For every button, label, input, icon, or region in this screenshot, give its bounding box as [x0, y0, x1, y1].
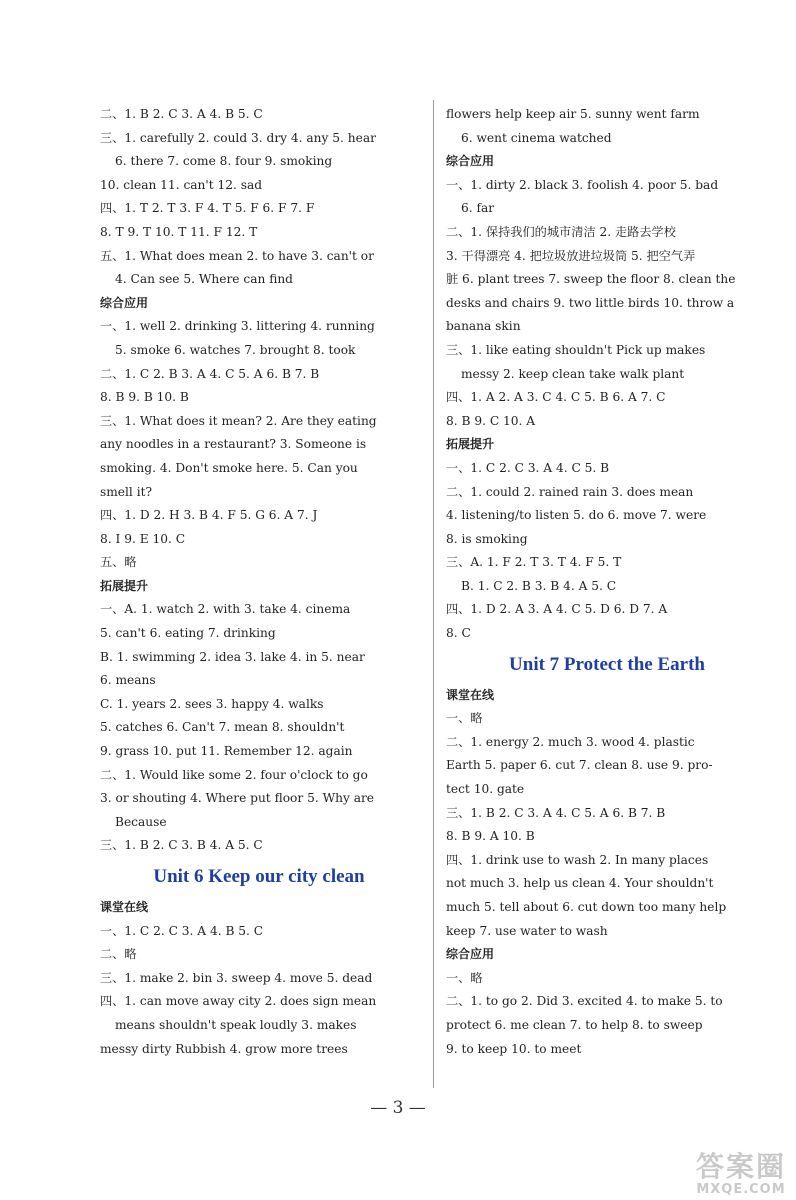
answer-line: 6. went cinema watched — [461, 130, 612, 145]
answer-line: 二、1. energy 2. much 3. wood 4. plastic — [446, 734, 695, 749]
answer-line: 二、1. B 2. C 3. A 4. B 5. C — [100, 107, 263, 121]
answer-line: 三、1. like eating shouldn't Pick up makes — [446, 342, 706, 357]
section-heading: 综合应用 — [446, 154, 495, 169]
answer-line: 一、略 — [446, 711, 483, 726]
unit-title: Unit 7 Protect the Earth — [509, 653, 705, 675]
answer-line: 3. or shouting 4. Where put floor 5. Why are — [100, 791, 375, 806]
answer-line: B. 1. swimming 2. idea 3. lake 4. in 5. near — [100, 649, 365, 664]
answer-line: 一、1. well 2. drinking 3. littering 4. running — [100, 319, 375, 334]
answer-line: much 5. tell about 6. cut down too many help — [446, 900, 727, 914]
section-heading: 综合应用 — [446, 947, 495, 962]
answer-line: 8. T 9. T 10. T 11. F 12. T — [100, 224, 258, 239]
answer-line: 二、略 — [100, 947, 137, 962]
answer-line: 三、A. 1. F 2. T 3. T 4. F 5. T — [446, 555, 622, 570]
answer-line: 8. is smoking — [446, 531, 528, 546]
answer-line: 一、略 — [446, 970, 483, 985]
answer-line: 四、1. can move away city 2. does sign mean — [100, 994, 377, 1009]
page-number: — 3 — — [370, 1098, 426, 1118]
answer-line: 三、1. B 2. C 3. B 4. A 5. C — [100, 838, 263, 853]
answer-line: tect 10. gate — [446, 782, 525, 797]
answer-line: 二、1. C 2. B 3. A 4. C 5. A 6. B 7. B — [100, 366, 320, 381]
answer-line: not much 3. help us clean 4. Your shouldn't — [446, 876, 714, 891]
answer-line: 10. clean 11. can't 12. sad — [100, 177, 263, 192]
column-divider — [433, 100, 434, 1088]
answer-line: any noodles in a restaurant? 3. Someone is — [100, 437, 367, 452]
answer-line: smoking. 4. Don't smoke here. 5. Can you — [100, 460, 358, 475]
answer-line: 6. there 7. come 8. four 9. smoking — [115, 154, 333, 169]
answer-line: 9. grass 10. put 11. Remember 12. again — [100, 744, 353, 759]
answer-line: 五、1. What does mean 2. to have 3. can't or — [100, 248, 374, 263]
answer-line: 5. catches 6. Can't 7. mean 8. shouldn't — [100, 720, 345, 735]
answer-line: 二、1. Would like some 2. four o'clock to go — [100, 767, 368, 782]
section-heading: 课堂在线 — [100, 900, 149, 914]
answer-line: 三、1. B 2. C 3. A 4. C 5. A 6. B 7. B — [446, 805, 666, 820]
answer-line: Earth 5. paper 6. cut 7. clean 8. use 9. pro- — [446, 758, 713, 773]
answer-line: protect 6. me clean 7. to help 8. to sweep — [446, 1017, 703, 1032]
answer-line: banana skin — [446, 319, 521, 334]
answer-line: 五、略 — [100, 555, 137, 570]
watermark-title: 答案圈 — [695, 1150, 786, 1183]
section-heading: 课堂在线 — [446, 687, 495, 702]
answer-line: 一、1. dirty 2. black 3. foolish 4. poor 5. bad — [446, 177, 719, 192]
answer-line: 四、1. drink use to wash 2. In many places — [446, 852, 709, 867]
section-heading: 拓展提升 — [100, 578, 149, 593]
watermark-logo — [695, 1150, 786, 1197]
answer-line: 四、1. D 2. A 3. A 4. C 5. D 6. D 7. A — [446, 602, 668, 617]
answer-line: 6. far — [461, 201, 495, 216]
answer-line: B. 1. C 2. B 3. B 4. A 5. C — [461, 578, 617, 593]
answer-line: means shouldn't speak loudly 3. makes — [115, 1017, 357, 1032]
unit-title: Unit 6 Keep our city clean — [153, 866, 365, 887]
left-column — [100, 103, 418, 1061]
right-column — [446, 103, 768, 1061]
answer-line: 8. B 9. B 10. B — [100, 390, 189, 405]
answer-line: 四、1. A 2. A 3. C 4. C 5. B 6. A 7. C — [446, 390, 666, 405]
answer-line: 一、1. C 2. C 3. A 4. B 5. C — [100, 923, 264, 938]
answer-line: 4. Can see 5. Where can find — [115, 272, 293, 287]
answer-line: 8. I 9. E 10. C — [100, 531, 186, 546]
answer-line: 三、1. carefully 2. could 3. dry 4. any 5. hear — [100, 130, 376, 145]
answer-line: 3. 干得漂亮 4. 把垃圾放进垃圾筒 5. 把空气弄 — [446, 248, 696, 263]
answer-line: 8. B 9. C 10. A — [446, 413, 536, 428]
answer-line: messy 2. keep clean take walk plant — [461, 366, 685, 381]
answer-line: keep 7. use water to wash — [446, 923, 608, 938]
answer-line: 四、1. D 2. H 3. B 4. F 5. G 6. A 7. J — [100, 508, 318, 523]
answer-line: 二、1. could 2. rained rain 3. does mean — [446, 484, 694, 499]
answer-line: 二、1. to go 2. Did 3. excited 4. to make 5. to — [446, 994, 723, 1009]
answer-line: 一、A. 1. watch 2. with 3. take 4. cinema — [100, 602, 351, 617]
answer-line: desks and chairs 9. two little birds 10. throw a — [446, 295, 735, 310]
answer-line: 5. smoke 6. watches 7. brought 8. took — [115, 342, 356, 357]
answer-line: 6. means — [100, 673, 156, 688]
watermark-url: MXQE.COM — [696, 1182, 786, 1197]
answer-line: 一、1. C 2. C 3. A 4. C 5. B — [446, 460, 610, 475]
answer-line: flowers help keep air 5. sunny went farm — [446, 107, 700, 121]
answer-line: smell it? — [100, 484, 153, 499]
answer-line: Because — [115, 814, 167, 829]
answer-line: 三、1. make 2. bin 3. sweep 4. move 5. dead — [100, 970, 373, 985]
section-heading: 综合应用 — [100, 295, 149, 310]
answer-line: 5. can't 6. eating 7. drinking — [100, 626, 276, 641]
answer-line: 4. listening/to listen 5. do 6. move 7. were — [446, 508, 707, 523]
answer-line: 四、1. T 2. T 3. F 4. T 5. F 6. F 7. F — [100, 201, 315, 216]
answer-line: 9. to keep 10. to meet — [446, 1041, 582, 1056]
answer-line: C. 1. years 2. sees 3. happy 4. walks — [100, 696, 324, 711]
answer-line: 脏 6. plant trees 7. sweep the floor 8. clean the — [446, 272, 736, 287]
answer-line: 8. C — [446, 626, 471, 641]
answer-line: 三、1. What does it mean? 2. Are they eating — [100, 413, 377, 428]
answer-line: messy dirty Rubbish 4. grow more trees — [100, 1041, 348, 1056]
section-heading: 拓展提升 — [446, 437, 495, 452]
answer-line: 8. B 9. A 10. B — [446, 829, 535, 844]
answer-line: 二、1. 保持我们的城市清洁 2. 走路去学校 — [446, 224, 676, 239]
